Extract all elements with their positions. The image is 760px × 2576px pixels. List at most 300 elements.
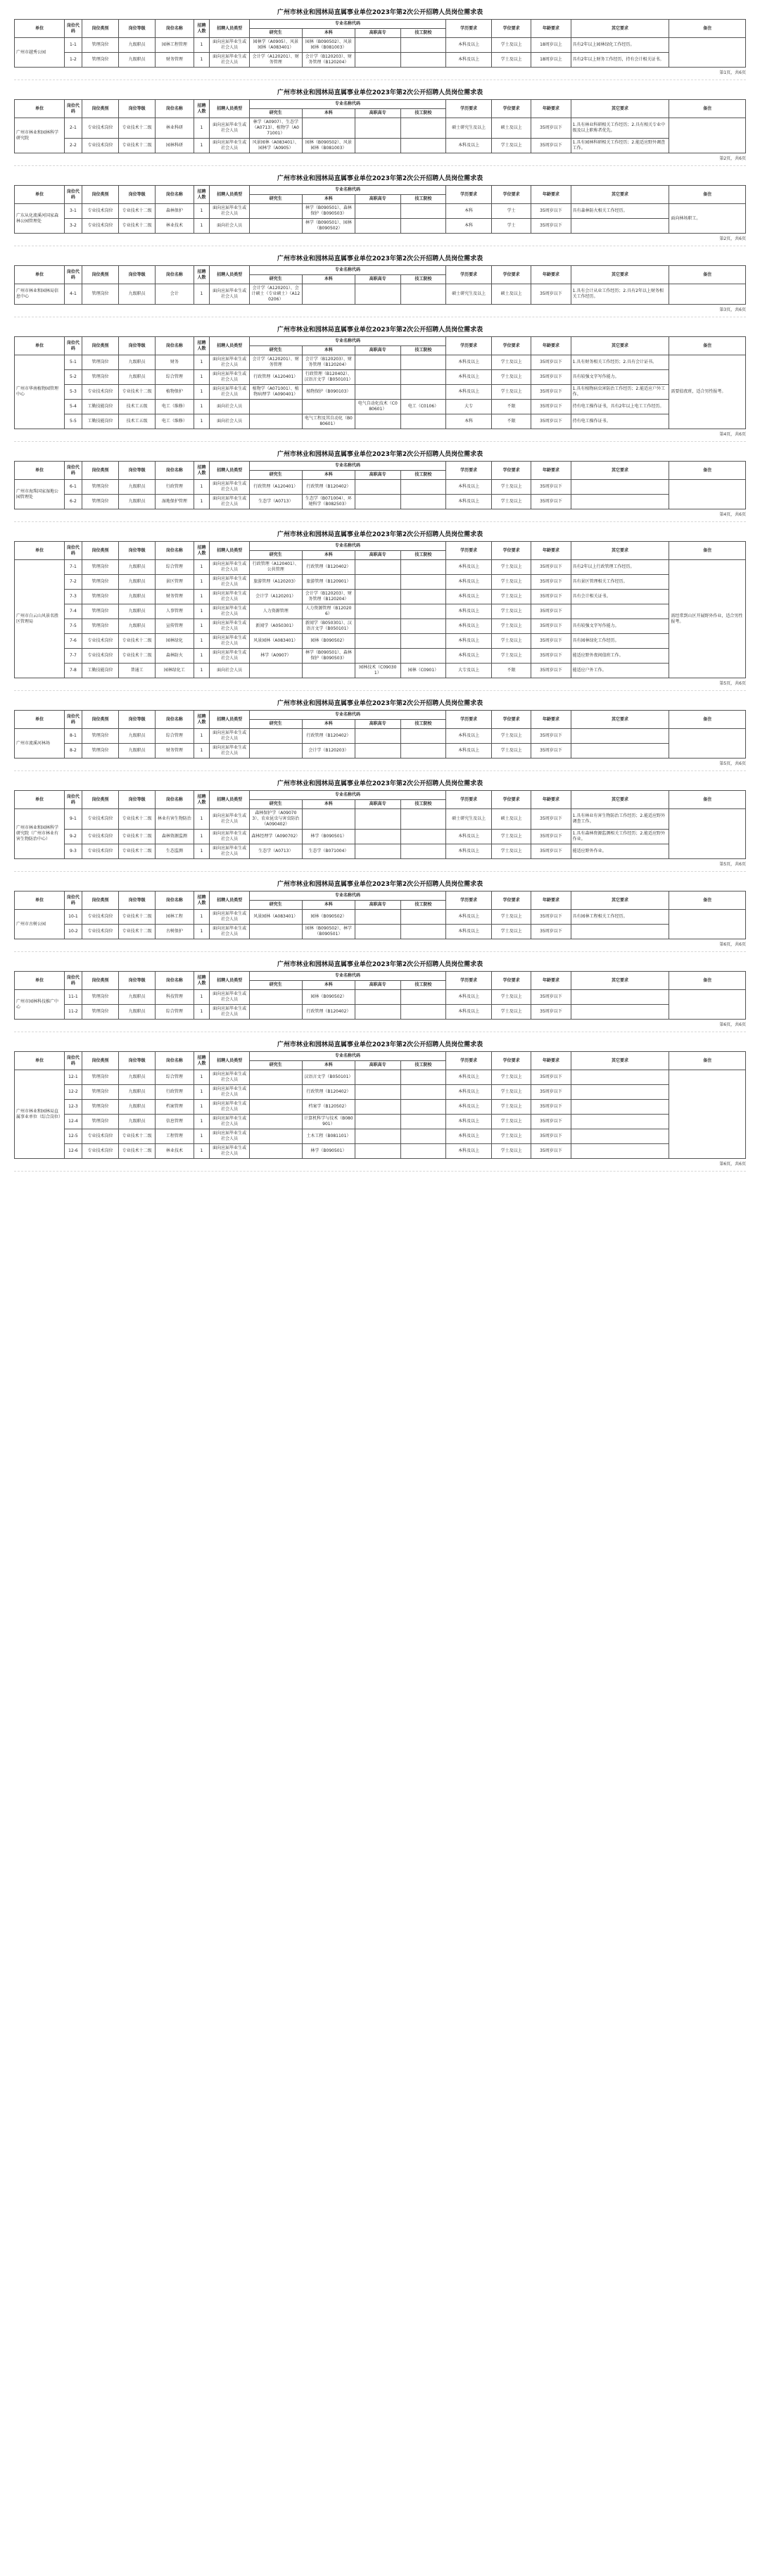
header-undergrad: 本科 xyxy=(302,109,355,118)
post-name-cell: 林业技术 xyxy=(156,1144,194,1159)
vocational-major-cell xyxy=(355,634,400,649)
header-post-name: 岗位名称 xyxy=(156,266,194,284)
header-count: 招聘人数 xyxy=(194,266,210,284)
table-row xyxy=(15,844,746,859)
category-cell: 管理岗位 xyxy=(82,1115,118,1129)
post-name-cell: 工程管理 xyxy=(156,1129,194,1144)
level-cell: 九级职员 xyxy=(119,604,156,619)
target-cell: 面向应届毕业生或社会人员 xyxy=(210,649,249,664)
header-target: 招聘人员类型 xyxy=(210,186,249,204)
xuewei-cell: 学士及以上 xyxy=(491,480,531,495)
header-technical: 技工院校 xyxy=(400,901,446,910)
header-post-name: 岗位名称 xyxy=(156,186,194,204)
post-name-cell: 林业科研 xyxy=(156,118,194,139)
header-unit-code: 岗位代码 xyxy=(64,791,82,809)
post-code-cell: 7-8 xyxy=(64,664,82,678)
table-page xyxy=(14,246,746,317)
table-page xyxy=(14,691,746,771)
target-cell: 面向应届毕业生或社会人员 xyxy=(210,1085,249,1100)
post-name-cell: 电工（维修） xyxy=(156,414,194,429)
header-post-name: 岗位名称 xyxy=(156,462,194,480)
count-cell: 1 xyxy=(194,619,210,634)
category-cell: 管理岗位 xyxy=(82,560,118,575)
header-vocational: 高职高专 xyxy=(355,720,400,729)
header-level: 岗位等级 xyxy=(119,20,156,38)
technical-major-cell xyxy=(400,809,446,830)
target-cell: 面向应届毕业生或社会人员 xyxy=(210,925,249,939)
xuewei-cell: 学士 xyxy=(491,204,531,219)
header-category: 岗位类别 xyxy=(82,542,118,560)
technical-major-cell xyxy=(400,925,446,939)
undergrad-major-cell: 园林（B090502）、林学（B090501） xyxy=(302,925,355,939)
post-name-cell: 综合管理 xyxy=(156,560,194,575)
post-code-cell: 12-1 xyxy=(64,1070,82,1085)
age-cell: 35周岁以下 xyxy=(531,480,571,495)
degree-cell: 本科及以上 xyxy=(446,744,492,759)
target-cell: 面向社会人员 xyxy=(210,664,249,678)
header-count: 招聘人数 xyxy=(194,20,210,38)
research-major-cell: 森林经理学（A090702） xyxy=(249,830,302,844)
degree-cell: 本科及以上 xyxy=(446,634,492,649)
target-cell: 面向应届毕业生或社会人员 xyxy=(210,53,249,68)
age-cell: 35周岁以下 xyxy=(531,400,571,414)
post-code-cell: 11-1 xyxy=(64,990,82,1005)
level-cell: 专业技术十二级 xyxy=(119,204,156,219)
level-cell: 九级职员 xyxy=(119,729,156,744)
degree-cell: 本科及以上 xyxy=(446,1115,492,1129)
target-cell: 面向应届毕业生或社会人员 xyxy=(210,385,249,400)
undergrad-major-cell: 档案学（B120502） xyxy=(302,1100,355,1115)
header-category: 岗位类别 xyxy=(82,20,118,38)
target-cell: 面向应届毕业生或社会人员 xyxy=(210,634,249,649)
recruitment-document xyxy=(14,0,746,1172)
count-cell: 1 xyxy=(194,1005,210,1020)
header-major: 专业名称代码 xyxy=(249,337,446,346)
post-code-cell: 10-2 xyxy=(64,925,82,939)
level-cell: 技术工五级 xyxy=(119,400,156,414)
research-major-cell: 风景园林（A083401） xyxy=(249,634,302,649)
count-cell: 1 xyxy=(194,649,210,664)
post-code-cell: 7-7 xyxy=(64,649,82,664)
category-cell: 管理岗位 xyxy=(82,1085,118,1100)
technical-major-cell xyxy=(400,1005,446,1020)
other-req-cell xyxy=(571,495,669,509)
target-cell: 面向应届毕业生或社会人员 xyxy=(210,480,249,495)
header-category: 岗位类别 xyxy=(82,266,118,284)
xuewei-cell: 学士及以上 xyxy=(491,925,531,939)
age-cell: 35周岁以下 xyxy=(531,744,571,759)
count-cell: 1 xyxy=(194,990,210,1005)
count-cell: 1 xyxy=(194,400,210,414)
header-other: 其它要求 xyxy=(571,711,669,729)
research-major-cell xyxy=(249,1100,302,1115)
header-note: 备注 xyxy=(669,186,746,204)
target-cell: 面向应届毕业生或社会人员 xyxy=(210,1129,249,1144)
vocational-major-cell xyxy=(355,809,400,830)
level-cell: 九级职员 xyxy=(119,1115,156,1129)
header-xuewei: 学位要求 xyxy=(491,20,531,38)
table-page xyxy=(14,1032,746,1172)
count-cell: 1 xyxy=(194,575,210,590)
table-row xyxy=(15,400,746,414)
undergrad-major-cell: 行政管理（B120402） xyxy=(302,1085,355,1100)
header-vocational: 高职高专 xyxy=(355,346,400,355)
vocational-major-cell xyxy=(355,604,400,619)
header-major: 专业名称代码 xyxy=(249,542,446,551)
degree-cell: 本科及以上 xyxy=(446,1085,492,1100)
post-name-cell: 林业技术 xyxy=(156,219,194,234)
level-cell: 九级职员 xyxy=(119,1100,156,1115)
count-cell: 1 xyxy=(194,925,210,939)
header-vocational: 高职高专 xyxy=(355,800,400,809)
category-cell: 管理岗位 xyxy=(82,604,118,619)
category-cell: 管理岗位 xyxy=(82,38,118,53)
age-cell: 35周岁以下 xyxy=(531,1115,571,1129)
target-cell: 面向应届毕业生或社会人员 xyxy=(210,619,249,634)
count-cell: 1 xyxy=(194,560,210,575)
vocational-major-cell xyxy=(355,649,400,664)
research-major-cell xyxy=(249,1115,302,1129)
post-code-cell: 5-1 xyxy=(64,355,82,370)
degree-cell: 本科及以上 xyxy=(446,575,492,590)
xuewei-cell: 学士及以上 xyxy=(491,604,531,619)
level-cell: 专业技术十二级 xyxy=(119,809,156,830)
header-note: 备注 xyxy=(669,1052,746,1070)
research-major-cell xyxy=(249,664,302,678)
unit-name-cell: 广州市越秀公园 xyxy=(15,38,65,68)
header-unit-code: 岗位代码 xyxy=(64,972,82,990)
header-major: 专业名称代码 xyxy=(249,711,446,720)
research-major-cell: 生态学（A0713） xyxy=(249,844,302,859)
level-cell: 专业技术十二级 xyxy=(119,385,156,400)
age-cell: 18周岁以上 xyxy=(531,38,571,53)
target-cell: 面向应届毕业生或社会人员 xyxy=(210,560,249,575)
note-cell: 需要值夜班，适合男性报考。 xyxy=(669,355,746,429)
header-unit-code: 岗位代码 xyxy=(64,892,82,910)
header-xuewei: 学位要求 xyxy=(491,266,531,284)
xuewei-cell: 学士及以上 xyxy=(491,38,531,53)
unit-name-cell: 广州市流溪河林场 xyxy=(15,729,65,759)
undergrad-major-cell: 会计学（B120203）、财务管理（B120204） xyxy=(302,590,355,604)
degree-cell: 本科及以上 xyxy=(446,355,492,370)
technical-major-cell xyxy=(400,370,446,385)
post-code-cell: 3-1 xyxy=(64,204,82,219)
page-footer: 第5页，共6页 xyxy=(719,681,746,686)
page-title: 广州市林业和园林局直属事业单位2023年第2次公开招聘人员岗位需求表 xyxy=(277,175,483,182)
technical-major-cell xyxy=(400,990,446,1005)
category-cell: 管理岗位 xyxy=(82,355,118,370)
header-unit: 单位 xyxy=(15,337,65,355)
age-cell: 35周岁以下 xyxy=(531,809,571,830)
unit-name-cell: 广州市林业和园林科学研究院（广州市林业有害生物防治中心） xyxy=(15,809,65,859)
header-note: 备注 xyxy=(669,542,746,560)
level-cell: 专业技术十二级 xyxy=(119,634,156,649)
other-req-cell: 具有园林工程相关工作经历。 xyxy=(571,910,669,925)
header-other: 其它要求 xyxy=(571,100,669,118)
vocational-major-cell xyxy=(355,729,400,744)
header-degree: 学历要求 xyxy=(446,186,492,204)
degree-cell: 本科及以上 xyxy=(446,844,492,859)
header-level: 岗位等级 xyxy=(119,972,156,990)
undergrad-major-cell: 汉语言文学（B050101） xyxy=(302,1070,355,1085)
recruitment-table xyxy=(14,541,746,678)
undergrad-major-cell: 林学（B090501）、园林（B090502） xyxy=(302,219,355,234)
header-undergrad: 本科 xyxy=(302,1061,355,1070)
other-req-cell xyxy=(571,729,669,744)
header-undergrad: 本科 xyxy=(302,720,355,729)
table-row xyxy=(15,355,746,370)
level-cell: 九级职员 xyxy=(119,990,156,1005)
post-name-cell: 综合管理 xyxy=(156,1005,194,1020)
count-cell: 1 xyxy=(194,370,210,385)
category-cell: 专业技术岗位 xyxy=(82,204,118,219)
unit-name-cell: 广州市海珠国家湿地公园管理处 xyxy=(15,480,65,509)
header-count: 招聘人数 xyxy=(194,186,210,204)
post-name-cell: 宣传管理 xyxy=(156,619,194,634)
recruitment-table xyxy=(14,265,746,305)
target-cell: 面向社会人员 xyxy=(210,400,249,414)
header-unit-code: 岗位代码 xyxy=(64,462,82,480)
age-cell: 35周岁以下 xyxy=(531,284,571,305)
table-page xyxy=(14,522,746,691)
table-row xyxy=(15,480,746,495)
undergrad-major-cell: 新闻学（B050301）、汉语言文学（B050101） xyxy=(302,619,355,634)
undergrad-major-cell: 人力资源管理（B120206） xyxy=(302,604,355,619)
unit-name-cell: 广州市华南植物园管理中心 xyxy=(15,355,65,429)
header-vocational: 高职高专 xyxy=(355,275,400,284)
xuewei-cell: 学士及以上 xyxy=(491,744,531,759)
xuewei-cell: 不限 xyxy=(491,400,531,414)
header-technical: 技工院校 xyxy=(400,275,446,284)
count-cell: 1 xyxy=(194,139,210,153)
level-cell: 九级职员 xyxy=(119,1085,156,1100)
header-unit-code: 岗位代码 xyxy=(64,20,82,38)
vocational-major-cell xyxy=(355,355,400,370)
header-category: 岗位类别 xyxy=(82,100,118,118)
header-xuewei: 学位要求 xyxy=(491,892,531,910)
other-req-cell: 1.具有植物病虫害防治工作经历；2.能适应户外工作。 xyxy=(571,385,669,400)
technical-major-cell xyxy=(400,1129,446,1144)
xuewei-cell: 学士及以上 xyxy=(491,1085,531,1100)
count-cell: 1 xyxy=(194,480,210,495)
undergrad-major-cell: 林学（B090501）、森林保护（B090503） xyxy=(302,204,355,219)
technical-major-cell xyxy=(400,204,446,219)
table-row xyxy=(15,495,746,509)
research-major-cell: 会计学（A120201）、财务管理 xyxy=(249,355,302,370)
header-major: 专业名称代码 xyxy=(249,462,446,471)
recruitment-table xyxy=(14,185,746,234)
header-other: 其它要求 xyxy=(571,266,669,284)
other-req-cell: 1.具有财务相关工作经历；2.具有会计证书。 xyxy=(571,355,669,370)
vocational-major-cell xyxy=(355,385,400,400)
research-major-cell xyxy=(249,1144,302,1159)
header-category: 岗位类别 xyxy=(82,972,118,990)
header-unit: 单位 xyxy=(15,542,65,560)
vocational-major-cell xyxy=(355,830,400,844)
other-req-cell: 具有园林绿化工作经历。 xyxy=(571,634,669,649)
research-major-cell xyxy=(249,1005,302,1020)
post-code-cell: 5-4 xyxy=(64,400,82,414)
header-age: 年龄要求 xyxy=(531,892,571,910)
header-major: 专业名称代码 xyxy=(249,1052,446,1061)
degree-cell: 本科 xyxy=(446,204,492,219)
post-name-cell: 森林防火 xyxy=(156,649,194,664)
count-cell: 1 xyxy=(194,355,210,370)
category-cell: 专业技术岗位 xyxy=(82,910,118,925)
xuewei-cell: 学士及以上 xyxy=(491,1100,531,1115)
header-unit: 单位 xyxy=(15,266,65,284)
header-xuewei: 学位要求 xyxy=(491,542,531,560)
count-cell: 1 xyxy=(194,1085,210,1100)
technical-major-cell xyxy=(400,480,446,495)
header-research: 研究生 xyxy=(249,901,302,910)
vocational-major-cell xyxy=(355,414,400,429)
category-cell: 专业技术岗位 xyxy=(82,139,118,153)
post-code-cell: 9-2 xyxy=(64,830,82,844)
degree-cell: 本科及以上 xyxy=(446,1144,492,1159)
age-cell: 35周岁以下 xyxy=(531,355,571,370)
degree-cell: 本科及以上 xyxy=(446,385,492,400)
page-footer: 第5页，共6页 xyxy=(719,761,746,766)
header-count: 招聘人数 xyxy=(194,892,210,910)
level-cell: 九级职员 xyxy=(119,38,156,53)
header-degree: 学历要求 xyxy=(446,972,492,990)
post-code-cell: 12-3 xyxy=(64,1100,82,1115)
age-cell: 35周岁以下 xyxy=(531,1100,571,1115)
note-cell xyxy=(669,1070,746,1159)
header-unit-code: 岗位代码 xyxy=(64,337,82,355)
target-cell: 面向应届毕业生或社会人员 xyxy=(210,1115,249,1129)
xuewei-cell: 学士及以上 xyxy=(491,649,531,664)
target-cell: 面向应届毕业生或社会人员 xyxy=(210,575,249,590)
header-unit: 单位 xyxy=(15,972,65,990)
count-cell: 1 xyxy=(194,844,210,859)
research-major-cell: 会计学（A120201）、会计硕士（专业硕士）（A120206） xyxy=(249,284,302,305)
header-other: 其它要求 xyxy=(571,462,669,480)
technical-major-cell xyxy=(400,139,446,153)
post-name-cell: 财务管理 xyxy=(156,590,194,604)
age-cell: 35周岁以下 xyxy=(531,619,571,634)
header-level: 岗位等级 xyxy=(119,542,156,560)
header-unit-code: 岗位代码 xyxy=(64,1052,82,1070)
other-req-cell xyxy=(571,1070,669,1085)
header-vocational: 高职高专 xyxy=(355,471,400,480)
post-code-cell: 7-6 xyxy=(64,634,82,649)
age-cell: 35周岁以下 xyxy=(531,575,571,590)
post-code-cell: 7-3 xyxy=(64,590,82,604)
degree-cell: 本科及以上 xyxy=(446,560,492,575)
note-cell xyxy=(669,910,746,939)
degree-cell: 本科 xyxy=(446,414,492,429)
table-row xyxy=(15,649,746,664)
page-footer: 第2页，共6页 xyxy=(719,236,746,241)
category-cell: 工勤技能岗位 xyxy=(82,664,118,678)
header-category: 岗位类别 xyxy=(82,791,118,809)
header-level: 岗位等级 xyxy=(119,711,156,729)
recruitment-table xyxy=(14,336,746,429)
table-row xyxy=(15,729,746,744)
post-code-cell: 1-2 xyxy=(64,53,82,68)
count-cell: 1 xyxy=(194,284,210,305)
note-cell: 面向林场职工。 xyxy=(669,204,746,234)
header-category: 岗位类别 xyxy=(82,186,118,204)
count-cell: 1 xyxy=(194,385,210,400)
post-name-cell: 园林科研 xyxy=(156,139,194,153)
undergrad-major-cell: 会计学（B120203） xyxy=(302,744,355,759)
page-title: 广州市林业和园林局直属事业单位2023年第2次公开招聘人员岗位需求表 xyxy=(277,89,483,96)
table-row xyxy=(15,634,746,649)
page-footer: 第1页，共6页 xyxy=(719,70,746,75)
other-req-cell xyxy=(571,1100,669,1115)
vocational-major-cell xyxy=(355,1100,400,1115)
target-cell: 面向应届毕业生或社会人员 xyxy=(210,370,249,385)
research-major-cell xyxy=(249,414,302,429)
count-cell: 1 xyxy=(194,495,210,509)
header-other: 其它要求 xyxy=(571,337,669,355)
undergrad-major-cell: 行政管理（B120402） xyxy=(302,480,355,495)
post-name-cell: 财务管理 xyxy=(156,744,194,759)
header-undergrad: 本科 xyxy=(302,551,355,560)
research-major-cell: 行政管理（A120401）、公共管理 xyxy=(249,560,302,575)
other-req-cell: 持有电工操作证书，具有2年以上电工工作经历。 xyxy=(571,400,669,414)
header-xuewei: 学位要求 xyxy=(491,186,531,204)
header-technical: 技工院校 xyxy=(400,471,446,480)
vocational-major-cell xyxy=(355,284,400,305)
age-cell: 35周岁以下 xyxy=(531,560,571,575)
header-target: 招聘人员类型 xyxy=(210,1052,249,1070)
other-req-cell xyxy=(571,480,669,495)
xuewei-cell: 学士及以上 xyxy=(491,729,531,744)
degree-cell: 本科及以上 xyxy=(446,1005,492,1020)
post-code-cell: 12-4 xyxy=(64,1115,82,1129)
age-cell: 35周岁以下 xyxy=(531,925,571,939)
technical-major-cell xyxy=(400,495,446,509)
xuewei-cell: 学士及以上 xyxy=(491,139,531,153)
undergrad-major-cell: 林学（B090501） xyxy=(302,1144,355,1159)
count-cell: 1 xyxy=(194,590,210,604)
recruitment-table xyxy=(14,790,746,859)
table-row xyxy=(15,1070,746,1085)
table-row xyxy=(15,575,746,590)
table-row xyxy=(15,590,746,604)
header-major: 专业名称代码 xyxy=(249,266,446,275)
undergrad-major-cell: 行政管理（B120402）、汉语言文学（B050101） xyxy=(302,370,355,385)
post-code-cell: 4-1 xyxy=(64,284,82,305)
header-post-name: 岗位名称 xyxy=(156,791,194,809)
post-code-cell: 3-2 xyxy=(64,219,82,234)
degree-cell: 硕士研究生及以上 xyxy=(446,118,492,139)
technical-major-cell xyxy=(400,118,446,139)
other-req-cell: 1.具有森林资源监测相关工作经历；2.能适应野外作业。 xyxy=(571,830,669,844)
vocational-major-cell xyxy=(355,139,400,153)
count-cell: 1 xyxy=(194,664,210,678)
technical-major-cell xyxy=(400,1085,446,1100)
post-name-cell: 行政管理 xyxy=(156,1085,194,1100)
technical-major-cell xyxy=(400,844,446,859)
post-code-cell: 7-1 xyxy=(64,560,82,575)
vocational-major-cell xyxy=(355,1085,400,1100)
note-cell xyxy=(669,809,746,859)
count-cell: 1 xyxy=(194,910,210,925)
header-major: 专业名称代码 xyxy=(249,100,446,109)
header-age: 年龄要求 xyxy=(531,337,571,355)
header-age: 年龄要求 xyxy=(531,462,571,480)
header-note: 备注 xyxy=(669,892,746,910)
age-cell: 35周岁以下 xyxy=(531,649,571,664)
header-research: 研究生 xyxy=(249,1061,302,1070)
header-other: 其它要求 xyxy=(571,186,669,204)
category-cell: 专业技术岗位 xyxy=(82,118,118,139)
